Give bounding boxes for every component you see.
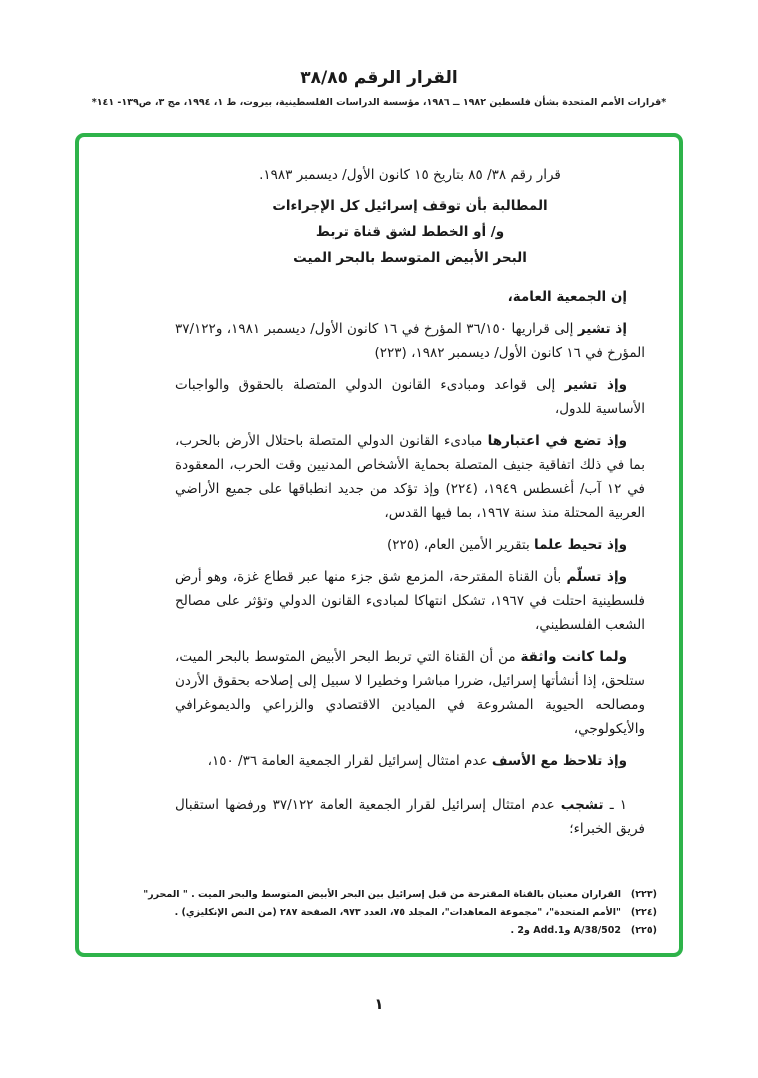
resolution-frame	[75, 133, 683, 957]
body-paragraph	[175, 373, 645, 421]
footnote-marker: (٢٢٣)	[630, 889, 657, 900]
paragraph-lead: وإذ تضع في اعتبارها	[487, 433, 628, 449]
paragraph-text: إلى قواعد ومبادىء القانون الدولي المتصلة بالحقوق والواجبات الأساسية للدول،	[175, 377, 645, 417]
subtitle-line: المطالبة بأن توقف إسرائيل كل الإجراءات	[272, 198, 548, 214]
footnote	[115, 922, 657, 940]
paragraph-text: عدم امتثال إسرائيل لقرار الجمعية العامة ٣٦/ ١٥٠،	[207, 753, 492, 769]
body-paragraph	[175, 533, 645, 557]
footnote-marker: (٢٢٥)	[630, 925, 657, 936]
paragraph-text: من أن القناة التي تربط البحر الأبيض المتوسط بالبحر الميت، ستلحق، إذا أنشأتها إسرائيل، ضررا مباشرا وخطيرا لا سبيل إلى إصلاحه بحقوق الأردن ومصالحه الحيوية المشروعة في الميادين الاقتصادي والزراعي والديموغرافي والأيكولوجي،	[175, 649, 645, 737]
paragraph-lead: وإذ تشير	[564, 377, 627, 393]
body-paragraph	[175, 645, 645, 741]
paragraph-prefix: ١ ـ	[603, 797, 628, 813]
paragraph-lead: وإذ تلاحظ مع الأسف	[491, 753, 627, 769]
paragraph-text: عدم امتثال إسرائيل لقرار الجمعية العامة ٣٧/١٢٢ ورفضها استقبال فريق الخبراء؛	[175, 797, 645, 837]
paragraph-text: بأن القناة المقترحة، المزمع شق جزء منها عبر قطاع غزة، وهو أرض فلسطينية احتلت في ١٩٦٧، تشكل انتهاكا لمبادىء القانون الدولي وتؤثر على مصالح الشعب الفلسطيني،	[175, 569, 645, 633]
footnote	[115, 904, 657, 922]
subtitle-line: البحر الأبيض المتوسط بالبحر الميت	[293, 250, 527, 266]
paragraph-lead: وإذ تسلّم	[566, 569, 627, 585]
body-paragraph	[175, 749, 645, 773]
footnote	[115, 886, 657, 904]
operative-paragraph	[175, 793, 645, 841]
paragraph-text: بتقرير الأمين العام، (٢٢٥)	[387, 537, 535, 553]
page-number: ١	[374, 995, 384, 1013]
resolution-heading: قرار رقم ٣٨/ ٨٥ بتاريخ ١٥ كانون الأول/ ديسمبر ١٩٨٣.	[259, 167, 561, 183]
opening-line: إن الجمعية العامة،	[507, 289, 627, 305]
footnotes-block	[143, 876, 657, 940]
footnote-text: A/38/502 وAdd.1 و2 .	[510, 925, 621, 936]
citation-line: *قرارات الأمم المتحدة بشأن فلسطين ١٩٨٢ ــ ١٩٨٦، مؤسسة الدراسات الفلسطينية، بيروت، ط ١، ١٩٩٤، مج ٣، ص١٣٩- ١٤١*	[91, 97, 667, 108]
paragraph-lead: ولما كانت واثقة	[520, 649, 627, 665]
body-paragraph	[175, 317, 645, 365]
footnote-text: القراران معنيان بالقناة المقترحة من قبل إسرائيل بين البحر الأبيض المتوسط والبحر الميت . " المحرر"	[143, 889, 621, 900]
paragraph-text: مبادىء القانون الدولي المتصلة باحتلال الأرض بالحرب، بما في ذلك اتفاقية جنيف المتصلة بحماية الأشخاص المدنيين وقت الحرب، المعقودة في ١٢ آب/ أغسطس ١٩٤٩، (٢٢٤) وإذ تؤكد من جديد انطباقها على جميع الأراضي العربية المحتلة منذ سنة ١٩٦٧، بما فيها القدس،	[175, 433, 645, 521]
footnote-text: "الأمم المتحدة"، "مجموعة المعاهدات"، المجلد ٧٥، العدد ٩٧٣، الصفحة ٢٨٧ (من النص الإنكليزي) .	[174, 907, 621, 918]
resolution-subtitle	[175, 193, 645, 271]
body-paragraph	[175, 565, 645, 637]
paragraph-lead: تشجب	[560, 797, 604, 813]
paragraph-lead: وإذ تحيط علما	[534, 537, 627, 553]
body-paragraph	[175, 429, 645, 525]
paragraph-text: إلى قراريها ٣٦/١٥٠ المؤرخ في ١٦ كانون الأول/ ديسمبر ١٩٨١، و٣٧/١٢٢ المؤرخ في ١٦ كانون الأول/ ديسمبر ١٩٨٢، (٢٢٣)	[175, 321, 645, 361]
paragraph-lead: إذ تشير	[577, 321, 627, 337]
page-title: القرار الرقم ٣٨/٨٥	[300, 68, 458, 88]
footnote-marker: (٢٢٤)	[630, 907, 657, 918]
subtitle-line: و/ أو الخطط لشق قناة تربط	[315, 224, 505, 240]
